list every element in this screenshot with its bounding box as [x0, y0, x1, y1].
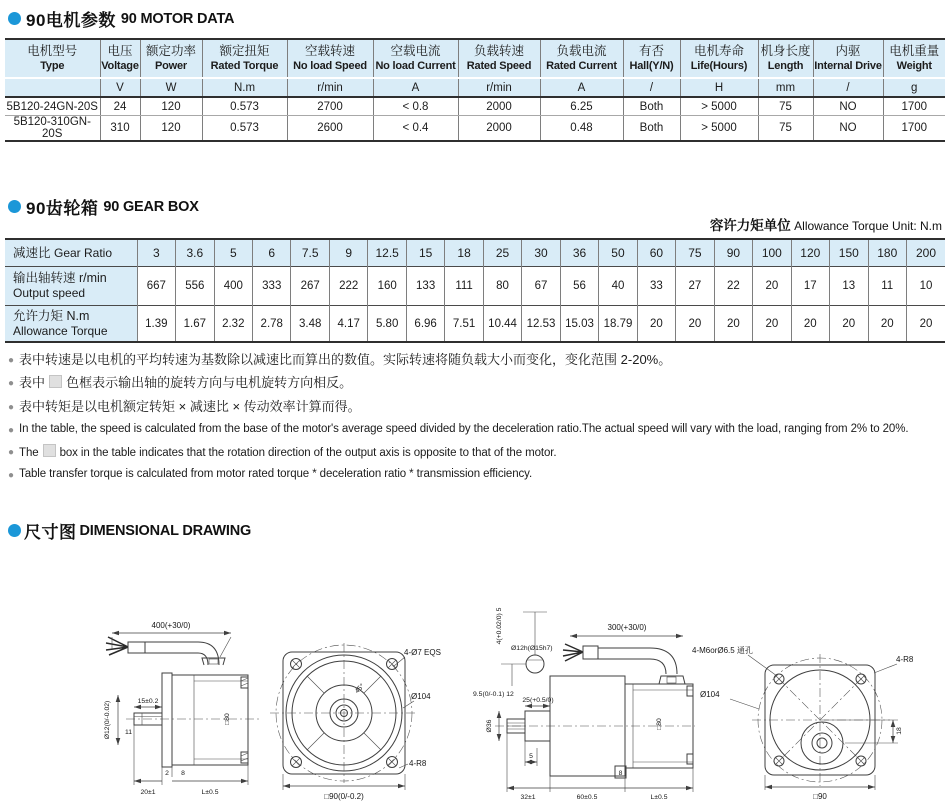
gear-row-label-en: Gear Ratio [54, 245, 113, 260]
column-title-en: No load Speed [293, 59, 367, 72]
motor-type-cell: 5B120-310GN-20S [5, 116, 100, 142]
motor-value-cell: 1700 [883, 97, 945, 116]
output-speed-cell: 13 [830, 267, 868, 306]
dim-label-key-tol: 4(+0.02/0) 5 [496, 607, 503, 645]
motor-unit-cell: mm [758, 78, 813, 97]
motor-unit-cell: / [813, 78, 883, 97]
dim-label-5: 5 [529, 753, 533, 760]
column-title-zh: 空载转速 [304, 44, 355, 59]
dim-label-corner-r: 4-R8 [409, 759, 427, 768]
dim-label-body-side: □80 [656, 718, 663, 730]
motor-table-row [5, 116, 945, 142]
gear-ratio-cell: 12.5 [368, 239, 406, 267]
motor-column-header [883, 39, 945, 78]
gear-ratio-cell: 50 [599, 239, 637, 267]
note-bullet-icon: ● [8, 425, 15, 437]
note-item [8, 399, 944, 416]
output-speed-cell: 11 [868, 267, 906, 306]
allowance-torque-cell: 7.51 [445, 306, 483, 343]
motor-value-cell: 1700 [883, 116, 945, 142]
allowance-torque-cell: 3.48 [291, 306, 329, 343]
allowance-torque-cell: 1.39 [137, 306, 175, 343]
allowance-torque-cell: 2.32 [214, 306, 252, 343]
motor-unit-cell: W [140, 78, 202, 97]
note-text: In the table, the speed is calculated from the base of the motor's average speed divided by the deceleration ratio.The actual speed will vary with the load, ranging from 2% to 20%. [19, 423, 909, 436]
motor-value-cell: 2000 [458, 97, 540, 116]
note-bullet-icon: ● [8, 355, 15, 366]
motor-value-cell: 75 [758, 97, 813, 116]
column-title-en: Internal Drive [814, 59, 882, 72]
note-text: Table transfer torque is calculated from motor rated torque * deceleration ratio * transmission efficiency. [19, 468, 533, 481]
gear-ratio-cell: 18 [445, 239, 483, 267]
note-gray-box [43, 444, 56, 457]
note-text: 表中转速是以电机的平均转速为基数除以减速比而算出的数值。实际转速将随负载大小而变化，变化范围 2-20%。 [19, 352, 672, 367]
note-text: 表中转矩是以电机额定转矩 × 减速比 × 传动效率计算而得。 [19, 398, 361, 414]
gear-ratio-table [5, 238, 945, 343]
gear-ratio-cell: 150 [830, 239, 868, 267]
column-title-en: Rated Speed [466, 59, 532, 72]
output-speed-cell: 667 [137, 267, 175, 306]
note-bullet-icon: ● [8, 470, 15, 482]
note-item [8, 422, 944, 437]
output-speed-cell: 267 [291, 267, 329, 306]
allowance-unit-note-en: Allowance Torque Unit: N.m [794, 219, 942, 233]
motor-value-cell: 0.573 [202, 116, 287, 142]
column-title-zh: 机身长度 [760, 44, 811, 59]
allowance-torque-cell: 4.17 [329, 306, 367, 343]
motor-header-row [5, 39, 945, 78]
dim-label-boss-dia: Ø36 [486, 719, 493, 733]
dim-label-square: □90(0/-0.2) [324, 792, 364, 801]
gear-row-label-zh: 允许力矩 N.m [13, 308, 90, 323]
output-speed-cell: 333 [253, 267, 291, 306]
dim-label-front: 20±1 [140, 789, 156, 796]
motor-value-cell: 310 [100, 116, 140, 142]
motor-unit-cell: V [100, 78, 140, 97]
motor-column-header [100, 39, 140, 78]
column-title-zh: 有否 [638, 44, 664, 59]
section-title-en: DIMENSIONAL DRAWING [79, 522, 252, 539]
gear-row-label [5, 239, 137, 267]
motor-value-cell: 0.573 [202, 97, 287, 116]
section-title-en: 90 GEAR BOX [103, 198, 199, 215]
gear-ratio-cell: 3.6 [176, 239, 214, 267]
output-speed-row [5, 267, 945, 306]
column-title-en: No load Current [375, 59, 456, 72]
output-speed-cell: 111 [445, 267, 483, 306]
output-speed-cell: 400 [214, 267, 252, 306]
motor-unit-cell: A [373, 78, 458, 97]
motor-value-cell: 120 [140, 97, 202, 116]
output-speed-cell: 80 [483, 267, 521, 306]
motor-unit-cell: H [680, 78, 758, 97]
dim-label-shaft-diameter: Ø12(0/-0.02) [104, 700, 111, 740]
gear-row-label [5, 306, 137, 343]
note-item [8, 467, 944, 482]
dim-label-2: 2 [165, 770, 169, 777]
allowance-torque-cell: 20 [830, 306, 868, 343]
column-title-zh: 电压 [107, 44, 133, 59]
motor-value-cell: 2700 [287, 97, 373, 116]
output-speed-cell: 56 [560, 267, 598, 306]
note-item [8, 352, 944, 369]
dim-label-11: 11 [124, 729, 132, 736]
motor-column-header [287, 39, 373, 78]
motor-type-cell: 5B120-24GN-20S [5, 97, 100, 116]
drawing-gearmotor-side-view [98, 595, 273, 803]
motor-value-cell: > 5000 [680, 116, 758, 142]
gear-ratio-cell: 90 [714, 239, 752, 267]
gear-ratio-cell: 5 [214, 239, 252, 267]
dim-label-cable-length: 300(+30/0) [607, 623, 647, 632]
allowance-torque-row [5, 306, 945, 343]
column-title-zh: 额定功率 [145, 44, 196, 59]
note-bullet-icon: ● [8, 446, 15, 458]
section-title-dimensional [8, 518, 251, 543]
allowance-torque-cell: 15.03 [560, 306, 598, 343]
motor-table-row [5, 97, 945, 116]
motor-column-header [5, 39, 100, 78]
dim-label-8: 8 [618, 770, 623, 777]
dim-label-square: □90 [813, 792, 827, 801]
output-speed-cell: 22 [714, 267, 752, 306]
allowance-torque-cell: 20 [868, 306, 906, 343]
section-bullet-icon [8, 200, 21, 213]
motor-unit-cell: N.m [202, 78, 287, 97]
gear-row-label-en: Output speed [13, 286, 86, 301]
allowance-torque-cell: 20 [714, 306, 752, 343]
motor-column-header [680, 39, 758, 78]
gear-row-label-zh: 减速比 [13, 245, 51, 260]
motor-unit-cell: r/min [287, 78, 373, 97]
gear-ratio-cell: 180 [868, 239, 906, 267]
output-speed-cell: 33 [637, 267, 675, 306]
dim-label-angle: 45° [353, 682, 367, 696]
gear-ratio-cell: 6 [253, 239, 291, 267]
gear-ratio-cell: 25 [483, 239, 521, 267]
column-title-en: Hall(Y/N) [629, 59, 674, 72]
gear-ratio-cell: 200 [906, 239, 945, 267]
drawing-motor-front-view [690, 610, 945, 802]
motor-data-table [5, 38, 945, 142]
motor-unit-cell [5, 78, 100, 97]
motor-value-cell: NO [813, 116, 883, 142]
motor-unit-cell: / [623, 78, 680, 97]
motor-column-header [758, 39, 813, 78]
allowance-unit-note [710, 214, 942, 234]
column-title-zh: 负载转速 [473, 44, 524, 59]
gear-ratio-cell: 15 [406, 239, 444, 267]
motor-column-header [458, 39, 540, 78]
motor-column-header [202, 39, 287, 78]
output-speed-cell: 67 [522, 267, 560, 306]
drawing-gearbox-front-view [258, 640, 443, 803]
output-speed-cell: 133 [406, 267, 444, 306]
note-item [8, 444, 944, 461]
note-text: The box in the table indicates that the rotation direction of the output axis is opposite to that of the motor. [19, 444, 556, 461]
output-speed-cell: 556 [176, 267, 214, 306]
dim-label-8: 8 [181, 770, 185, 777]
dim-label-circle-dia: Ø104 [700, 690, 720, 699]
dim-label-body: 60±0.5 [576, 794, 598, 801]
output-speed-cell: 160 [368, 267, 406, 306]
output-speed-cell: 222 [329, 267, 367, 306]
gear-ratio-cell: 3 [137, 239, 175, 267]
column-title-zh: 电机型号 [27, 44, 78, 59]
output-speed-cell: 10 [906, 267, 945, 306]
section-title-zh: 90电机参数 [26, 11, 116, 30]
allowance-torque-cell: 20 [637, 306, 675, 343]
gear-ratio-cell: 120 [791, 239, 829, 267]
section-title-zh: 90齿轮箱 [26, 199, 99, 218]
dim-label-18: 18 [896, 727, 903, 735]
allowance-torque-cell: 6.96 [406, 306, 444, 343]
gear-row-label-en: Allowance Torque [13, 323, 108, 338]
motor-column-header [623, 39, 680, 78]
motor-column-header [373, 39, 458, 78]
note-bullet-icon: ● [8, 378, 15, 390]
dim-label-circle-dia: Ø104 [411, 692, 431, 701]
dim-label-holes: 4-Ø7 EQS [404, 648, 441, 657]
motor-unit-cell: A [540, 78, 623, 97]
dim-label-shaft-dia: Ø12h(Ø15h7) [511, 645, 553, 652]
allowance-torque-cell: 1.67 [176, 306, 214, 343]
motor-value-cell: Both [623, 97, 680, 116]
motor-value-cell: 24 [100, 97, 140, 116]
section-title-zh: 尺寸图 [24, 523, 77, 542]
column-title-en: Rated Torque [210, 59, 279, 72]
motor-value-cell: Both [623, 116, 680, 142]
allowance-unit-note-zh: 容许力矩单位 [709, 218, 791, 233]
allowance-torque-cell: 20 [906, 306, 945, 343]
motor-value-cell: 6.25 [540, 97, 623, 116]
section-title-motor [8, 6, 234, 31]
dim-label-shaft-length: 15±0.2 [137, 698, 159, 705]
column-title-en: Rated Current [546, 59, 617, 72]
column-title-zh: 内驱 [835, 44, 861, 59]
dim-label-shaft-len: 25(+0.5/0) [522, 697, 554, 704]
allowance-torque-cell: 18.79 [599, 306, 637, 343]
dim-label-key-depth: 9.5(0/-0.1) 12 [473, 691, 514, 698]
motor-value-cell: > 5000 [680, 97, 758, 116]
dim-label-holes: 4-M6orØ6.5 通孔 [692, 646, 753, 655]
section-title-gearbox [8, 194, 199, 219]
section-bullet-icon [8, 524, 21, 537]
output-speed-cell: 40 [599, 267, 637, 306]
gear-ratio-cell: 9 [329, 239, 367, 267]
motor-unit-cell: r/min [458, 78, 540, 97]
column-title-en: Voltage [101, 59, 139, 72]
gear-row-label-zh: 输出轴转速 r/min [13, 271, 107, 286]
dim-label-body-side: □80 [224, 713, 231, 725]
column-title-en: Length [767, 59, 804, 72]
dim-label-cable-length: 400(+30/0) [151, 621, 191, 630]
column-title-en: Life(Hours) [690, 59, 748, 72]
motor-column-header [140, 39, 202, 78]
note-bullet-icon: ● [8, 401, 15, 413]
note-text: 表中 色框表示输出轴的旋转方向与电机旋转方向相反。 [19, 375, 353, 391]
gear-ratio-cell: 60 [637, 239, 675, 267]
allowance-torque-cell: 2.78 [253, 306, 291, 343]
dim-label-length: L±0.5 [201, 789, 219, 796]
motor-value-cell: 0.48 [540, 116, 623, 142]
motor-value-cell: 75 [758, 116, 813, 142]
motor-column-header [813, 39, 883, 78]
output-speed-cell: 20 [753, 267, 791, 306]
allowance-torque-cell: 20 [676, 306, 714, 343]
allowance-torque-cell: 5.80 [368, 306, 406, 343]
motor-value-cell: 120 [140, 116, 202, 142]
allowance-torque-cell: 10.44 [483, 306, 521, 343]
dim-label-front: 32±1 [520, 794, 536, 801]
allowance-torque-cell: 20 [791, 306, 829, 343]
dim-label-length: L±0.5 [650, 794, 668, 801]
drawing-motor-side-view [465, 588, 695, 801]
allowance-torque-cell: 20 [753, 306, 791, 343]
note-item [8, 375, 944, 392]
notes-list [8, 352, 944, 489]
column-title-zh: 空载电流 [390, 44, 441, 59]
section-bullet-icon [8, 12, 21, 25]
gear-row-label [5, 267, 137, 306]
column-title-zh: 额定扭矩 [219, 44, 270, 59]
note-gray-box [49, 375, 62, 388]
motor-value-cell: < 0.4 [373, 116, 458, 142]
motor-value-cell: < 0.8 [373, 97, 458, 116]
gear-ratio-cell: 30 [522, 239, 560, 267]
section-title-en: 90 MOTOR DATA [120, 10, 235, 27]
motor-unit-row [5, 78, 945, 97]
column-title-en: Power [154, 59, 187, 72]
motor-value-cell: NO [813, 97, 883, 116]
motor-column-header [540, 39, 623, 78]
output-speed-cell: 17 [791, 267, 829, 306]
gear-ratio-cell: 36 [560, 239, 598, 267]
gear-ratio-row [5, 239, 945, 267]
column-title-zh: 负载电流 [556, 44, 607, 59]
gear-ratio-cell: 75 [676, 239, 714, 267]
gear-ratio-cell: 100 [753, 239, 791, 267]
motor-unit-cell: g [883, 78, 945, 97]
column-title-zh: 电机重量 [889, 44, 940, 59]
gear-ratio-cell: 7.5 [291, 239, 329, 267]
motor-value-cell: 2000 [458, 116, 540, 142]
column-title-en: Type [40, 59, 65, 72]
motor-value-cell: 2600 [287, 116, 373, 142]
dim-label-corner-r: 4-R8 [896, 655, 914, 664]
output-speed-cell: 27 [676, 267, 714, 306]
column-title-zh: 电机寿命 [693, 44, 744, 59]
column-title-en: Weight [896, 59, 932, 72]
allowance-torque-cell: 12.53 [522, 306, 560, 343]
